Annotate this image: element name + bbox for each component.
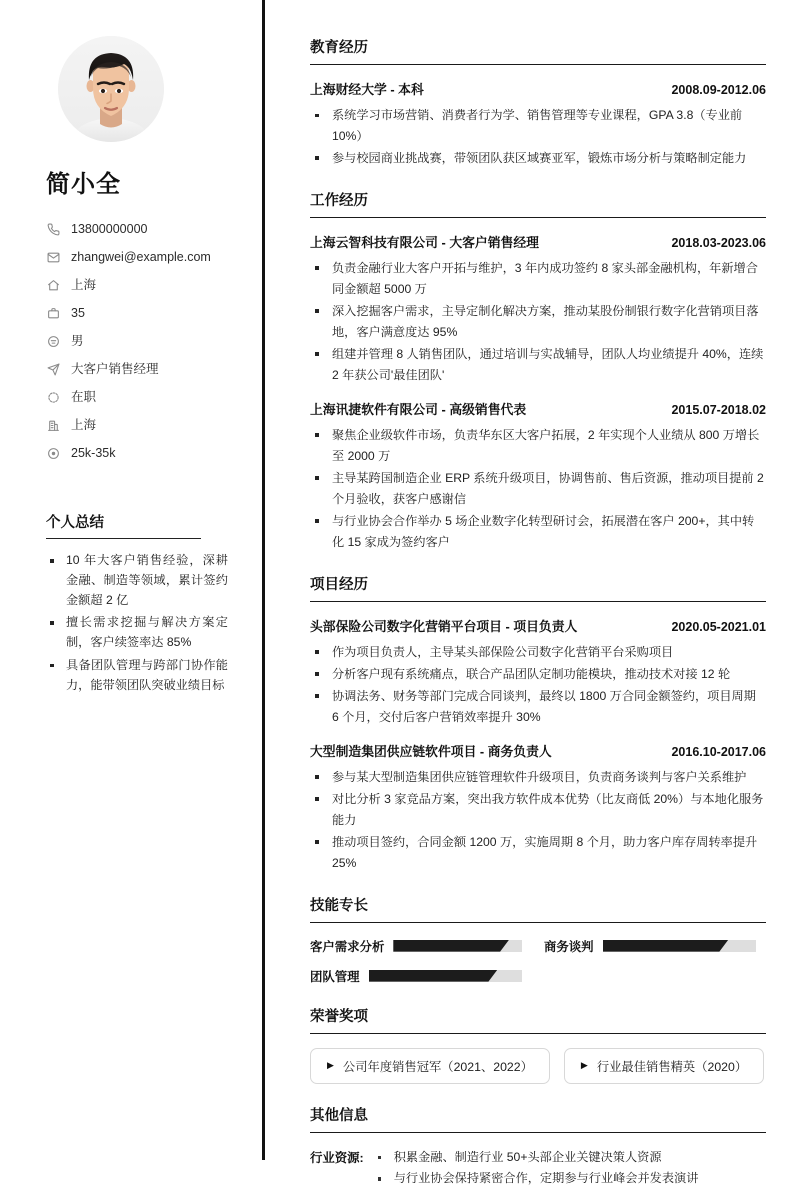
summary-bullet-list: [46, 551, 234, 695]
entry-header: [310, 399, 766, 418]
skill-progress-fill: [393, 940, 509, 952]
id-card-icon: [46, 306, 60, 320]
contact-position: [46, 355, 234, 383]
entry-bullet-list: [310, 425, 766, 553]
list-item: 参与校园商业挑战赛，带领团队获区域赛亚军，锻炼市场分析与策略制定能力: [310, 148, 766, 169]
refresh-icon: [46, 390, 60, 404]
contact-phone-value: 13800000000: [71, 221, 148, 236]
list-item: 聚焦企业级软件市场，负责华东区大客户拓展，2 年实现个人业绩从 800 万增长至 2000 万: [310, 425, 766, 467]
entry-bullet-list: [310, 105, 766, 169]
contact-workplace: [46, 411, 234, 439]
skill-label: 团队管理: [310, 969, 360, 984]
work-entry: [310, 399, 766, 553]
skill-item: [544, 937, 756, 955]
contact-location-value: 上海: [71, 277, 97, 292]
target-icon: [46, 446, 60, 460]
home-icon: [46, 278, 60, 292]
list-item: 作为项目负责人，主导某头部保险公司数字化营销平台采购项目: [310, 642, 766, 663]
contact-salary-value: 25k-35k: [71, 445, 116, 460]
honor-label: 行业最佳销售精英（2020）: [596, 1059, 748, 1074]
entry-header: [310, 232, 766, 251]
contact-age-value: 35: [71, 305, 85, 320]
skills-heading: 技能专长: [310, 894, 766, 923]
list-item: 系统学习市场营销、消费者行为学、销售管理等专业课程，GPA 3.8（专业前 10%）: [310, 105, 766, 147]
main-content: [262, 0, 794, 1198]
list-item: 与行业协会保持紧密合作，定期参与行业峰会并发表演讲: [370, 1168, 699, 1190]
triangle-marker-icon: ▶: [327, 1060, 334, 1071]
skills-list: [310, 937, 766, 985]
contact-gender: [46, 327, 234, 355]
section-skills: [310, 894, 766, 985]
phone-icon: [46, 222, 60, 236]
skill-progress-fill: [369, 970, 498, 982]
entry-title: 上海讯捷软件有限公司 - 高级销售代表: [310, 401, 527, 417]
project-entry: [310, 616, 766, 728]
project-entry: [310, 741, 766, 874]
list-item: 负责金融行业大客户开拓与维护，3 年内成功签约 8 家头部金融机构，年新增合同金额超 5000 万: [310, 258, 766, 300]
contact-status: [46, 383, 234, 411]
portrait-photo-icon: [58, 36, 164, 142]
list-item: 对比分析 3 家竞品方案，突出我方软件成本优势（比友商低 20%）与本地化服务能力: [310, 789, 766, 831]
skill-progress-track: [393, 940, 522, 952]
projects-heading: 项目经历: [310, 573, 766, 602]
contact-email-value: zhangwei@example.com: [71, 249, 211, 264]
work-heading: 工作经历: [310, 189, 766, 218]
skill-label: 客户需求分析: [310, 939, 385, 954]
list-item: 具备团队管理与跨部门协作能力，能带领团队突破业绩目标: [46, 656, 228, 696]
entry-title: 大型制造集团供应链软件项目 - 商务负责人: [310, 743, 552, 759]
gender-icon: [46, 334, 60, 348]
skill-progress-track: [603, 940, 756, 952]
contact-list: [46, 215, 234, 467]
section-education: [310, 36, 766, 169]
honor-badge[interactable]: [564, 1048, 764, 1084]
other-info-row: [310, 1147, 766, 1190]
list-item: 推动项目签约，合同金额 1200 万，实施周期 8 个月，助力客户库存周转率提升 25%: [310, 832, 766, 874]
list-item: 组建并管理 8 人销售团队，通过培训与实战辅导，团队人均业绩提升 40%，连续 2 年获公司'最佳团队': [310, 344, 766, 386]
other-info-label: 行业资源:: [310, 1150, 364, 1165]
skill-progress-track: [369, 970, 522, 982]
envelope-icon: [46, 250, 60, 264]
contact-phone: [46, 215, 234, 243]
summary-heading: 个人总结: [46, 511, 201, 539]
contact-workplace-value: 上海: [71, 417, 97, 432]
section-projects: [310, 573, 766, 874]
triangle-marker-icon: ▶: [580, 1060, 588, 1071]
person-name: 简小全: [46, 171, 121, 198]
section-work: [310, 189, 766, 553]
building-icon: [46, 418, 60, 432]
entry-bullet-list: [310, 767, 766, 874]
list-item: 分析客户现有系统痛点，联合产品团队定制功能模块，推动技术对接 12 轮: [310, 664, 766, 685]
list-item: 参与某大型制造集团供应链管理软件升级项目，负责商务谈判与客户关系维护: [310, 767, 766, 788]
entry-date: 2008.09-2012.06: [671, 83, 766, 97]
list-item: 主导某跨国制造企业 ERP 系统升级项目，协调售前、售后资源，推动项目提前 2 个月验收，获客户感谢信: [310, 468, 766, 510]
skill-item: [310, 937, 522, 955]
education-heading: 教育经历: [310, 36, 766, 65]
avatar: [58, 36, 164, 142]
skill-item: [310, 967, 522, 985]
honors-list: [310, 1048, 766, 1084]
entry-bullet-list: [310, 258, 766, 386]
entry-header: [310, 79, 766, 98]
list-item: 与行业协会合作举办 5 场企业数字化转型研讨会，拓展潜在客户 200+，其中转化 15 家成为签约客户: [310, 511, 766, 553]
section-summary: [46, 511, 234, 695]
other-heading: 其他信息: [310, 1104, 766, 1133]
work-entry: [310, 232, 766, 386]
entry-date: 2018.03-2023.06: [671, 235, 766, 250]
list-item: 协调法务、财务等部门完成合同谈判，最终以 1800 万合同金额签约，项目周期 6 个月，交付后客户营销效率提升 30%: [310, 686, 766, 728]
skill-progress-fill: [603, 940, 729, 952]
list-item: 擅长需求挖掘与解决方案定制，客户续签率达 85%: [46, 613, 228, 653]
list-item: 10 年大客户销售经验，深耕金融、制造等领域，累计签约金额超 2 亿: [46, 551, 228, 610]
entry-title: 头部保险公司数字化营销平台项目 - 项目负责人: [310, 618, 578, 634]
education-entry: [310, 79, 766, 169]
section-honors: [310, 1005, 766, 1084]
honors-heading: 荣誉奖项: [310, 1005, 766, 1034]
entry-date: 2020.05-2021.01: [671, 619, 766, 634]
sidebar: [0, 0, 262, 1198]
list-item: 深入挖掘客户需求，主导定制化解决方案，推动某股份制银行数字化营销项目落地，客户满意度达 95%: [310, 301, 766, 343]
contact-salary: [46, 439, 234, 467]
entry-date: 2016.10-2017.06: [671, 744, 766, 759]
section-other-info: [310, 1104, 766, 1190]
column-divider: [262, 0, 265, 1160]
list-item: 积累金融、制造行业 50+头部企业关键决策人资源: [370, 1147, 699, 1169]
contact-status-value: 在职: [71, 389, 97, 404]
contact-position-value: 大客户销售经理: [71, 361, 159, 376]
entry-header: [310, 616, 766, 635]
honor-badge[interactable]: [310, 1048, 550, 1084]
contact-email: [46, 243, 234, 271]
honor-label: 公司年度销售冠军（2021、2022）: [342, 1059, 533, 1074]
entry-bullet-list: [310, 642, 766, 728]
entry-header: [310, 741, 766, 760]
skill-label: 商务谈判: [544, 939, 594, 954]
paper-plane-icon: [46, 362, 60, 376]
contact-age: [46, 299, 234, 327]
entry-title: 上海财经大学 - 本科: [310, 82, 424, 97]
other-info-list: [366, 1147, 699, 1190]
entry-title: 上海云智科技有限公司 - 大客户销售经理: [310, 234, 539, 250]
entry-date: 2015.07-2018.02: [671, 402, 766, 417]
contact-gender-value: 男: [71, 333, 84, 348]
contact-location: [46, 271, 234, 299]
